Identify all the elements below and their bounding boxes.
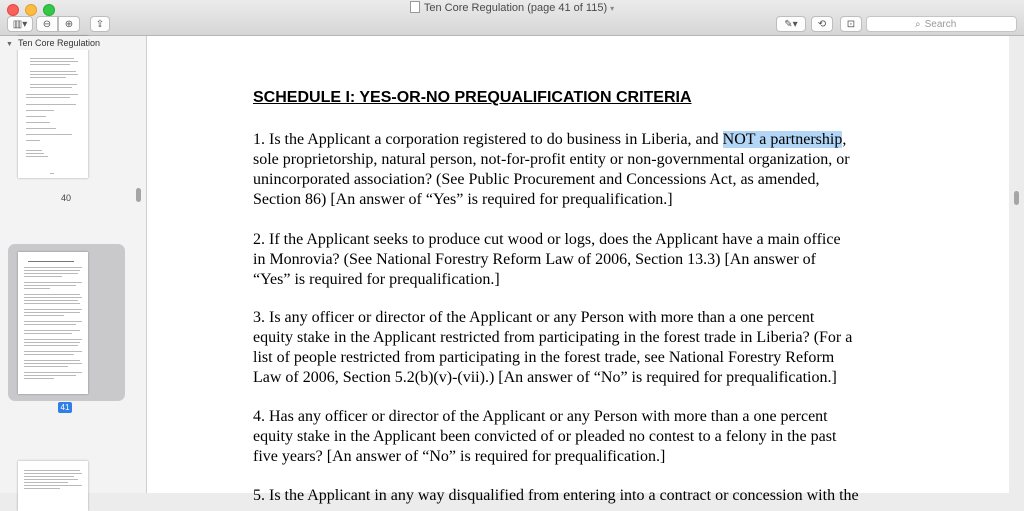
rotate-button[interactable]: [811, 16, 833, 32]
criterion-5: [253, 486, 859, 506]
criterion-1: [253, 130, 850, 210]
selected-text[interactable]: NOT a partnership: [722, 131, 843, 148]
thumbnail-page-41[interactable]: [18, 252, 88, 394]
zoom-out-icon: ⊖: [42, 18, 52, 30]
toolbox-button[interactable]: [840, 16, 862, 32]
pen-icon: ✎▾: [784, 18, 798, 30]
share-icon: ⇪: [95, 18, 105, 30]
document-view[interactable]: [147, 36, 1024, 504]
window-title[interactable]: [0, 1, 1024, 16]
criterion-2: [253, 230, 841, 290]
zoom-in-icon: ⊕: [64, 18, 74, 30]
schedule-heading: SCHEDULE I: YES-OR-NO PREQUALIFICATION CRITERIA: [253, 89, 692, 106]
text-line: in Monrovia? (See National Forestry Reform Law of 2006, Section 13.3) [An answer of: [253, 251, 816, 268]
criterion-3: [253, 308, 852, 388]
text-line: unincorporated association? (See Public Procurement and Concessions Act, as amended,: [253, 171, 820, 188]
thumbnail-page-42[interactable]: [18, 461, 88, 511]
search-icon: ⌕: [915, 18, 921, 30]
outline-title: Ten Core Regulation: [17, 38, 100, 48]
text-line: Law of 2006, Section 5.2(b)(v)-(vii).) [An answer of “No” is required for prequalification.]: [253, 369, 837, 386]
toolbox-icon: ⊡: [846, 18, 856, 30]
disclosure-triangle-icon[interactable]: ▼: [6, 41, 13, 48]
pdf-page: [147, 36, 1009, 504]
text-line: 2. If the Applicant seeks to produce cut wood or logs, does the Applicant have a main office: [253, 231, 841, 248]
sidebar-icon: ▥▾: [12, 18, 28, 30]
text-line: equity stake in the Applicant restricted from participating in the forest trade in Liberia? (For a: [253, 329, 853, 346]
text-line: 5. Is the Applicant in any way disqualified from entering into a contract or concession with the: [253, 487, 859, 504]
share-button[interactable]: [90, 16, 110, 32]
search-placeholder: Search: [924, 18, 957, 30]
zoom-out-button[interactable]: [36, 16, 58, 32]
page-info: (page 41 of 115): [527, 2, 608, 14]
thumbnail-page-40[interactable]: [18, 36, 88, 178]
outline-header[interactable]: [0, 36, 133, 50]
chevron-down-icon: ▾: [610, 4, 615, 13]
text-line: 1. Is the Applicant a corporation registered to do business in Liberia, and NOT a partnership,: [253, 131, 847, 148]
criterion-4: [253, 407, 836, 467]
rotate-icon: ⟲: [817, 18, 827, 30]
text-line: 3. Is any officer or director of the Applicant or any Person with more than a one percent: [253, 309, 815, 326]
document-title: Ten Core Regulation: [423, 2, 525, 14]
sidebar-toggle-button[interactable]: [7, 16, 33, 32]
thumbnail-page-number: 40: [60, 193, 71, 203]
thumbnail-sidebar[interactable]: [0, 36, 147, 493]
text-line: Section 86) [An answer of “Yes” is required for prequalification.]: [253, 191, 673, 208]
thumbnail-page-number-selected: 41: [58, 402, 72, 413]
text-line: equity stake in the Applicant been convicted of or pleaded no contest to a felony in the past: [253, 428, 837, 445]
text-line: 4. Has any officer or director of the Applicant or any Person with more than a one percent: [253, 408, 828, 425]
window-titlebar: [0, 0, 1024, 36]
markup-pen-button[interactable]: [776, 16, 806, 32]
search-input[interactable]: [866, 16, 1017, 32]
zoom-in-button[interactable]: [58, 16, 80, 32]
document-icon: [410, 1, 420, 13]
text-line: five years? [An answer of “No” is required for prequalification.]: [253, 448, 666, 465]
text-line: “Yes” is required for prequalification.]: [253, 271, 500, 288]
document-scrollbar[interactable]: [1014, 191, 1019, 205]
sidebar-scrollbar[interactable]: [136, 188, 141, 202]
text-line: sole proprietorship, natural person, not-for-profit entity or non-governmental organization, or: [253, 151, 850, 168]
text-line: list of people restricted from participating in the forest trade, see National Forestry Reform: [253, 349, 835, 366]
